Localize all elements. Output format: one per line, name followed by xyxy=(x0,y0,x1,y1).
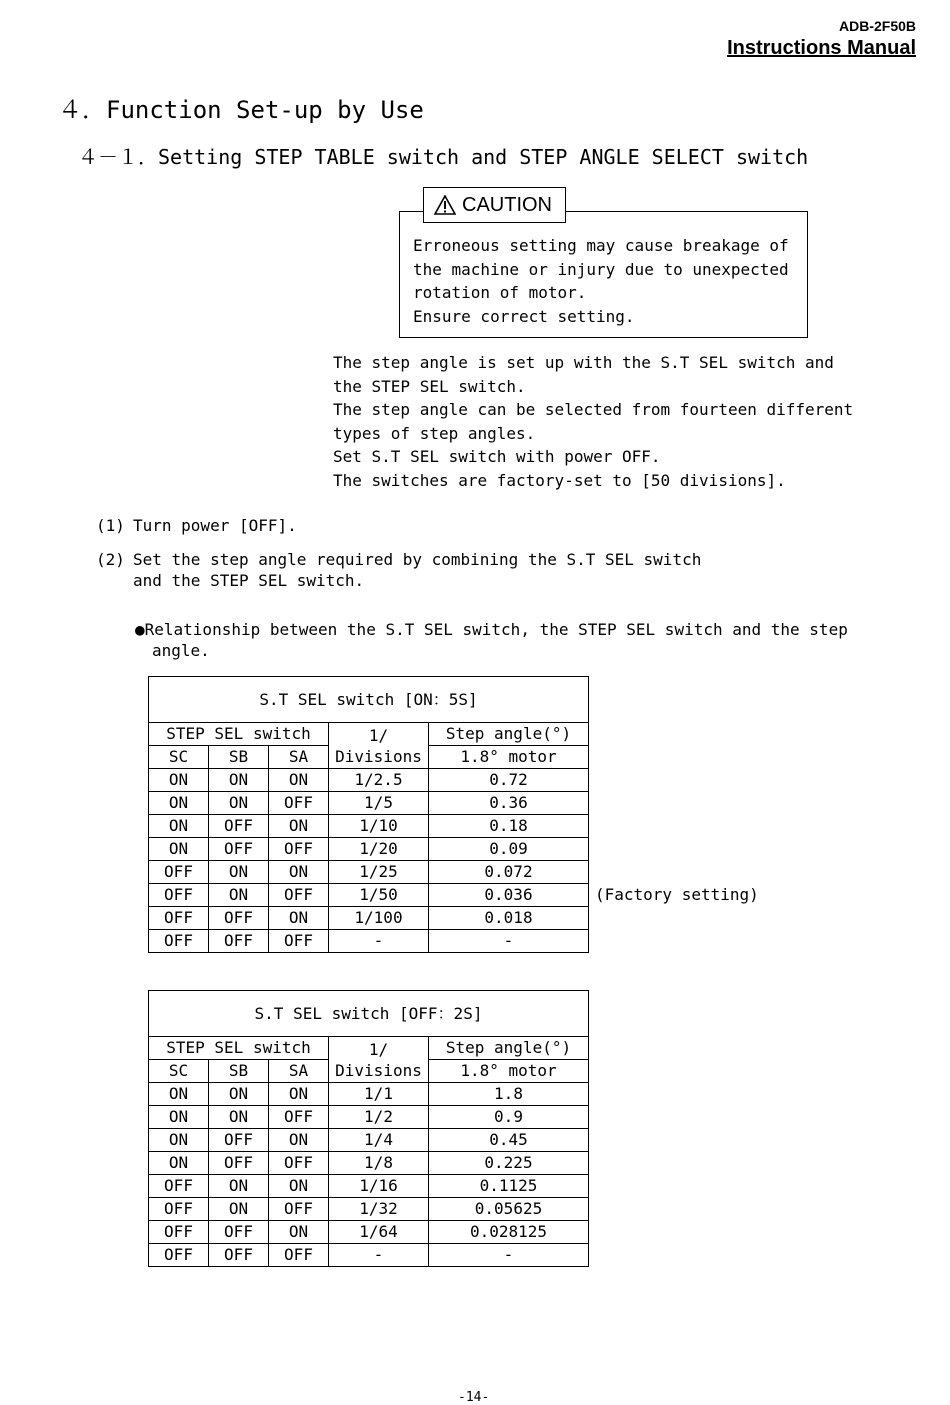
table-cell: ON xyxy=(149,769,209,792)
intro-paragraph: The step angle is set up with the S.T SEL switch and the STEP SEL switch. The step angle can be selected from fourteen different types of step angles. Set S.T SEL switch with power OFF. The switches are factory-set to [50 divisions]. xyxy=(333,353,854,490)
table-row xyxy=(149,884,589,907)
table-cell: ON xyxy=(149,838,209,861)
table-cell: OFF xyxy=(149,1198,209,1221)
table-cell: 1/2.5 xyxy=(329,769,429,792)
step-2 xyxy=(96,548,701,571)
relationship-note-continued: angle. xyxy=(152,641,210,660)
table-cell: 1/8 xyxy=(329,1152,429,1175)
table-cell: 0.1125 xyxy=(429,1175,589,1198)
table-cell: OFF xyxy=(269,792,329,815)
divisions-header: 1/ Divisions xyxy=(329,723,429,769)
table-cell: ON xyxy=(209,1175,269,1198)
table-cell: 0.18 xyxy=(429,815,589,838)
table-cell: OFF xyxy=(149,1221,209,1244)
caution-text: Erroneous setting may cause breakage of the machine or injury due to unexpected rotation of motor. Ensure correct setting. xyxy=(413,236,789,326)
switch-column-header: SA xyxy=(269,746,329,769)
table-row xyxy=(149,1152,589,1175)
motor-header: 1.8° motor xyxy=(429,746,589,769)
caution-label: CAUTION xyxy=(462,193,552,216)
table-cell: ON xyxy=(269,861,329,884)
step-text: Set the step angle required by combining the S.T SEL switch xyxy=(133,550,702,569)
table-row xyxy=(149,1083,589,1106)
table-cell: OFF xyxy=(209,1152,269,1175)
table-cell: 0.225 xyxy=(429,1152,589,1175)
table-row xyxy=(149,1106,589,1129)
table-row xyxy=(149,907,589,930)
table-cell: OFF xyxy=(269,838,329,861)
warning-triangle-icon xyxy=(434,195,456,215)
table-cell: 0.028125 xyxy=(429,1221,589,1244)
divisions-header: 1/ Divisions xyxy=(329,1037,429,1083)
section-heading: ４．Function Set-up by Use xyxy=(58,96,424,124)
table-cell: ON xyxy=(209,1083,269,1106)
table-cell: ON xyxy=(209,1106,269,1129)
caution-label-box xyxy=(423,187,566,223)
table-cell: - xyxy=(429,930,589,953)
table-cell: 1/10 xyxy=(329,815,429,838)
step-angle-table xyxy=(148,676,589,953)
table-cell: 1/100 xyxy=(329,907,429,930)
table-row xyxy=(149,769,589,792)
table-cell: ON xyxy=(269,1083,329,1106)
table-cell: OFF xyxy=(209,1129,269,1152)
switch-column-header: SB xyxy=(209,746,269,769)
table-cell: OFF xyxy=(209,815,269,838)
motor-header: 1.8° motor xyxy=(429,1060,589,1083)
table-cell: ON xyxy=(269,1221,329,1244)
table-cell: 0.05625 xyxy=(429,1198,589,1221)
table-row xyxy=(149,792,589,815)
table-cell: ON xyxy=(149,1129,209,1152)
table-cell: 0.9 xyxy=(429,1106,589,1129)
table-cell: 1/50 xyxy=(329,884,429,907)
table-cell: ON xyxy=(149,792,209,815)
table-cell: 1/1 xyxy=(329,1083,429,1106)
step-number: (2) xyxy=(96,550,125,569)
table-cell: OFF xyxy=(269,1152,329,1175)
table-cell: OFF xyxy=(269,1244,329,1267)
table-title: S.T SEL switch [OFF：2S] xyxy=(149,991,589,1037)
table-cell: 0.45 xyxy=(429,1129,589,1152)
table-cell: ON xyxy=(209,792,269,815)
table-cell: 1/32 xyxy=(329,1198,429,1221)
subsection-heading: ４－１．Setting STEP TABLE switch and STEP ANGLE SELECT switch xyxy=(78,145,809,169)
table-cell: 1.8 xyxy=(429,1083,589,1106)
switch-column-header: SC xyxy=(149,746,209,769)
table-cell: - xyxy=(429,1244,589,1267)
document-model: ADB-2F50B xyxy=(838,18,916,34)
table-cell: ON xyxy=(269,1175,329,1198)
table-cell: ON xyxy=(149,1152,209,1175)
step-angle-header: Step angle(°) xyxy=(429,1037,589,1060)
table-cell: OFF xyxy=(149,1244,209,1267)
table-row xyxy=(149,1221,589,1244)
page-number: -14- xyxy=(458,1390,490,1405)
table-cell: ON xyxy=(269,907,329,930)
table-cell: 0.72 xyxy=(429,769,589,792)
table-title: S.T SEL switch [ON：5S] xyxy=(149,677,589,723)
document-type: Instructions Manual xyxy=(727,37,916,59)
table-cell: OFF xyxy=(149,930,209,953)
table-cell: OFF xyxy=(149,861,209,884)
table-cell: OFF xyxy=(209,907,269,930)
table-cell: ON xyxy=(209,861,269,884)
switch-column-header: SA xyxy=(269,1060,329,1083)
table-row xyxy=(149,861,589,884)
step-sel-header: STEP SEL switch xyxy=(149,723,329,746)
table-cell: 0.018 xyxy=(429,907,589,930)
table-cell: ON xyxy=(209,1198,269,1221)
table-cell: 0.09 xyxy=(429,838,589,861)
step-angle-table xyxy=(148,990,589,1267)
factory-setting-note: (Factory setting) xyxy=(595,885,759,904)
table-cell: - xyxy=(329,930,429,953)
table-cell: OFF xyxy=(209,838,269,861)
table-cell: OFF xyxy=(209,1221,269,1244)
table-cell: OFF xyxy=(209,930,269,953)
switch-column-header: SC xyxy=(149,1060,209,1083)
table-cell: ON xyxy=(149,815,209,838)
table-cell: OFF xyxy=(269,1106,329,1129)
table-cell: ON xyxy=(269,769,329,792)
table-cell: 1/64 xyxy=(329,1221,429,1244)
table-cell: ON xyxy=(209,884,269,907)
table-cell: 1/2 xyxy=(329,1106,429,1129)
table-row xyxy=(149,838,589,861)
table-cell: 1/25 xyxy=(329,861,429,884)
relationship-note: ●Relationship between the S.T SEL switch, the STEP SEL switch and the step xyxy=(135,620,848,639)
table-cell: OFF xyxy=(269,1198,329,1221)
table-cell: 0.072 xyxy=(429,861,589,884)
table-row xyxy=(149,1129,589,1152)
table-cell: 0.036 xyxy=(429,884,589,907)
table-cell: 0.36 xyxy=(429,792,589,815)
table-cell: OFF xyxy=(149,907,209,930)
table-cell: ON xyxy=(209,769,269,792)
step-number: (1) xyxy=(96,516,125,535)
table-cell: 1/5 xyxy=(329,792,429,815)
table-cell: ON xyxy=(269,1129,329,1152)
step-sel-header: STEP SEL switch xyxy=(149,1037,329,1060)
table-cell: 1/20 xyxy=(329,838,429,861)
table-row xyxy=(149,815,589,838)
step-text-continued: and the STEP SEL switch. xyxy=(133,571,365,590)
step-angle-header: Step angle(°) xyxy=(429,723,589,746)
table-row xyxy=(149,1198,589,1221)
table-cell: OFF xyxy=(269,930,329,953)
table-cell: 1/4 xyxy=(329,1129,429,1152)
table-row xyxy=(149,1244,589,1267)
table-cell: - xyxy=(329,1244,429,1267)
step-text: Turn power [OFF]. xyxy=(133,516,297,535)
table-row xyxy=(149,1175,589,1198)
table-cell: ON xyxy=(149,1106,209,1129)
table-row xyxy=(149,930,589,953)
table-cell: OFF xyxy=(209,1244,269,1267)
step-1 xyxy=(96,514,297,537)
table-cell: OFF xyxy=(149,884,209,907)
table-cell: ON xyxy=(269,815,329,838)
table-cell: OFF xyxy=(269,884,329,907)
table-cell: OFF xyxy=(149,1175,209,1198)
table-cell: ON xyxy=(149,1083,209,1106)
switch-column-header: SB xyxy=(209,1060,269,1083)
table-cell: 1/16 xyxy=(329,1175,429,1198)
